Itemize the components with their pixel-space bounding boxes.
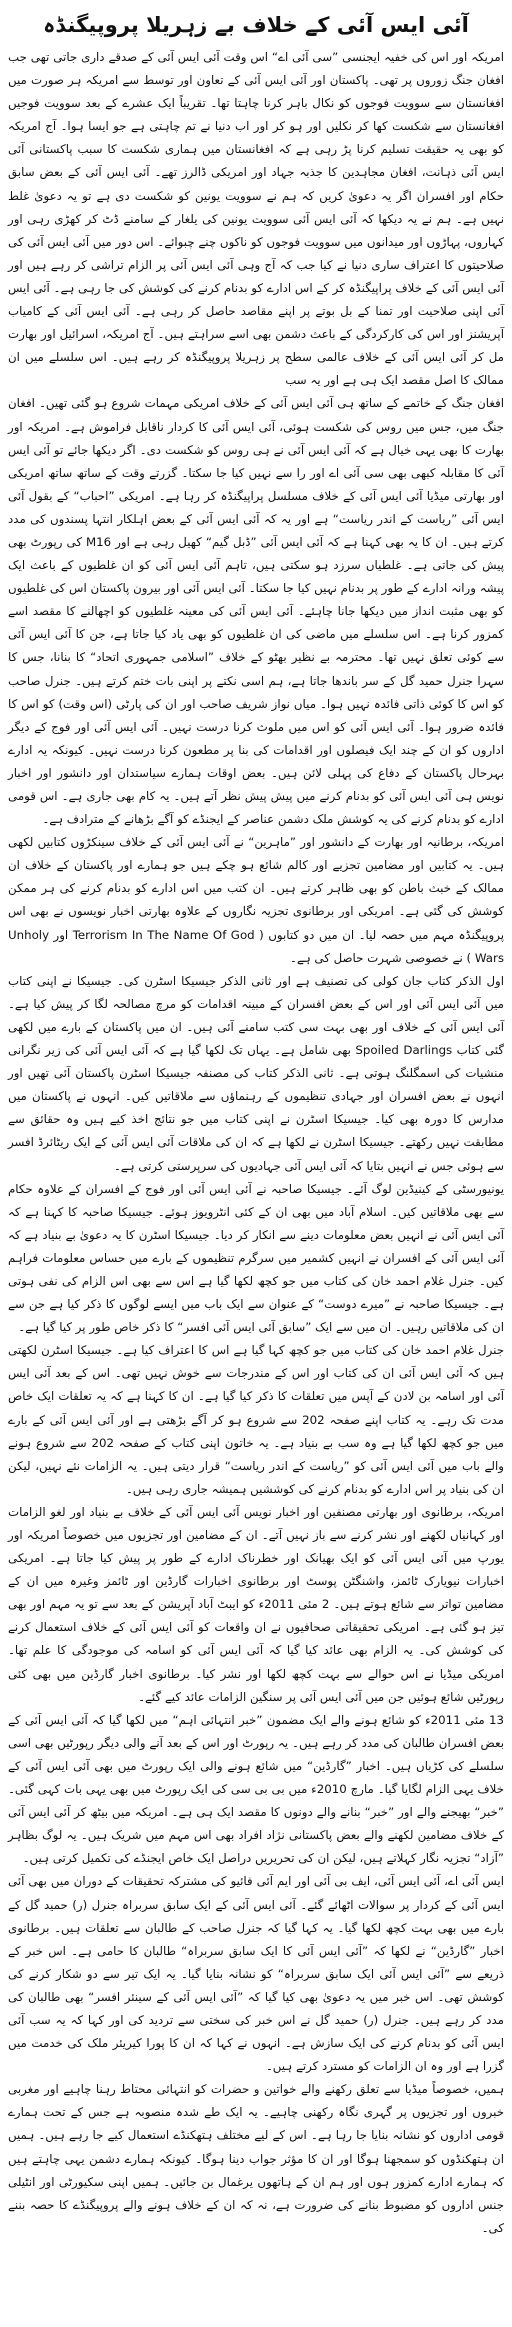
article-paragraph-10: ہمیں، خصوصاً میڈیا سے تعلق رکھنے والے خواتین و حضرات کو انتہائی محتاط رہنا چاہیے اور مغربی خبروں اور تجزیوں پر گہری نگاہ رکھنی چاہیے۔ یہ ایک طے شدہ منصوبہ ہے جس کے تحت ہمارے قومی اداروں کو نشانہ بنایا جا رہا ہے۔ اس کے لیے مختلف ہتھکنڈے استعمال کیے جا رہے ہیں۔ ہمیں ان ہتھکنڈوں کو سمجھنا ہوگا اور ان کا مؤثر جواب دینا ہوگا۔ کیونکہ ہمارے دشمن یہی چاہتے ہیں کہ ہمارے ادارے کمزور ہوں اور ہم ان کے ہاتھوں یرغمال بن جائیں۔ ہمیں اپنی سکیورٹی اور انٹیلی جنس اداروں کو مضبوط بنانے کی ضرورت ہے، نہ کہ ان کے خلاف ہونے والے پروپیگنڈے کا حصہ بننے کی۔ [8,2082,504,2235]
article-paragraph-1: امریکہ اور اس کی خفیہ ایجنسی ”سی آئی اے“ اس وقت آئی ایس آئی کے صدقے داری جاتی تھی جب افغان جنگ زوروں پر تھی۔ پاکستان اور آئی ایس آئی کے تعاون اور توسط سے امریکہ ہر صورت میں افغانستان سے سوویت فوجوں کو نکال باہر کرنا چاہتا تھا۔ تقریباً ایک عشرے کے بعد سوویت فوجیں افغانستان سے شکست کھا کر نکلیں اور ہو کر اور اب دنیا نے تم چاہتی ہے جو ایسا ہوا۔ آج امریکہ کو بھی یہ حقیقت تسلیم کرنا پڑ رہی ہے کہ افغانستان میں ہماری شکست کا سبب پاکستانی آئی ایس آئی ذہانت، افغان مجاہدین کا جذبہ جہاد اور امریکی ڈالرز تھے۔ آئی ایس آئی کے بعض سابق حکام اور افسران اگر یہ دعویٰ کریں کہ ہم نے سوویت یونین کو شکست دی ہے تو یہ دعویٰ غلط نہیں ہے۔ ہم نے یہ دیکھا کہ آئی ایس آئی سوویت یونین کی یلغار کے سامنے ڈٹ کر کھڑی رہی اور کہاروں، پہاڑوں اور میدانوں میں سوویت فوجوں کو ناکوں چنے چبوائے۔ اس دور میں آئی ایس آئی کی صلاحیتوں کا اعتراف ساری دنیا نے کیا جب کہ آج وہی آئی ایس آئی پر الزام تراشی کر رہے ہیں اور آئی ایس آئی کے خلاف پراپیگنڈہ کر کے اس ادارے کو بدنام کرنے کی کوشش کی جا رہی ہے۔ آئی ایس آئی اپنی صلاحیت اور تمنا کے بل بوتے پر اپنے مقاصد حاصل کر رہی ہے۔ آئی ایس آئی کے کامیاب آپریشنز اور اس کی کارکردگی کے باعث دشمن بھی اسے سراہتے ہیں۔ آج امریکہ، اسرائیل اور بھارت مل کر آئی ایس آئی کے خلاف عالمی سطح پر زہریلا پروپیگنڈہ کر رہے ہیں۔ اس سلسلے میں ان ممالک کا اصل مقصد ایک ہی ہے اور یہ سب [8,50,504,388]
article-paragraph-6: جنرل غلام احمد خان کی کتاب میں جو کچھ کہا گیا ہے اس کا اعتراف کیا ہے۔ جیسیکا اسٹرن لکھتی ہیں کہ آئی ایس آئی ان کی کتاب اور اس کے مندرجات سے خوش نہیں تھی۔ اس کے بعد آئی ایس آئی اور اسامہ بن لادن کے آپس میں تعلقات کا ذکر کیا گیا ہے۔ ان کا کہنا ہے کہ یہ تعلقات ایک خاص مدت تک رہے۔ یہ کتاب اپنے صفحہ 202 سے شروع ہو کر آگے بڑھتی ہے اور آئی ایس آئی کے بارے میں جو کچھ لکھا گیا ہے وہ سب بے بنیاد ہے۔ یہ خاتون اپنی کتاب کے صفحہ 202 سے شروع ہونے والے باب میں آئی ایس آئی کو ”ریاست کے اندر ریاست“ قرار دیتی ہیں۔ یہ الزامات نئے نہیں، لیکن ان کی بنیاد پر اس ادارے کو بدنام کرنے کی کوششیں ہمیشہ جاری رہی ہیں۔ [8,1343,504,1496]
article-paragraph-3: امریکہ، برطانیہ اور بھارت کے دانشور اور ”ماہرین“ نے آئی ایس آئی کے خلاف سینکڑوں کتابیں لکھی ہیں۔ یہ کتابیں اور مضامین تجزیے اور کالم شائع ہو چکے ہیں جو ہمارے اور پاکستان کے خلاف ان ممالک کے خبث باطن کو بھی ظاہر کرتے ہیں۔ ان کتب میں اس ادارے کو بدنام کرنے کی ہر ممکن کوشش کی گئی ہے۔ امریکی اور برطانوی تجزیہ نگاروں کے علاوہ بھارتی اخبار نویسوں نے بھی اس پروپیگنڈہ مہم میں حصہ لیا۔ ان میں دو کتابوں ( Terrorism In The Name Of God اور Unholy Wars ) نے خصوصی شہرت حاصل کی ہے۔ [8,835,505,965]
article-paragraph-7: امریکہ، برطانوی اور بھارتی مصنفین اور اخبار نویس آئی ایس آئی کے خلاف بے بنیاد اور لغو الزامات اور کہانیاں لکھنے اور نشر کرنے سے باز نہیں آتے۔ ان کے مضامین اور تجزیوں میں خصوصاً امریکہ اور یورپ میں آئی ایس آئی کو ایک بھیانک اور خطرناک ادارے کے طور پر پیش کیا جاتا ہے۔ امریکی اخبارات نیویارک ٹائمز، واشنگٹن پوسٹ اور برطانوی اخبارات گارڈین اور ٹائمز وغیرہ میں ان کے مضامین تواتر سے شائع ہوتے ہیں۔ 2 مئی 2011ء کو ایبٹ آباد آپریشن کے بعد سے تو یہ مہم اور بھی تیز ہو گئی ہے۔ امریکی تحقیقاتی صحافیوں نے ان واقعات کو آئی ایس آئی کے خلاف استعمال کرنے کی کوشش کی۔ یہ الزام بھی عائد کیا گیا کہ آئی ایس آئی کو اسامہ کی موجودگی کا علم تھا۔ امریکی میڈیا نے اس حوالے سے بہت کچھ لکھا اور نشر کیا۔ برطانوی اخبار گارڈین میں بھی کئی رپورٹیں شائع ہوئیں جن میں آئی ایس آئی پر سنگین الزامات عائد کیے گئے۔ [8,1504,504,1704]
article-paragraph-9: ایس آئی اے، آئی ایس آئی، ایف بی آئی اور ایم آئی فائیو کی مشترکہ تحقیقات کے دوران میں بھی آئی ایس آئی کے کردار پر سوالات اٹھائے گئے۔ آئی ایس آئی کے ایک سابق سربراہ جنرل (ر) حمید گل کے بارے میں بھی بہت کچھ لکھا گیا۔ یہ کہا گیا کہ جنرل صاحب کے طالبان سے تعلقات ہیں۔ برطانوی اخبار ”گارڈین“ نے لکھا کہ ”آئی ایس آئی کا ایک سابق سربراہ“ طالبان کا حامی ہے۔ اس خبر کے ذریعے سے ”آئی ایس آئی ایک سابق سربراہ“ کو نشانہ بنایا گیا۔ یہ ایک تیر سے دو شکار کرنے کی کوشش تھی۔ اس خبر میں یہ دعویٰ بھی کیا گیا کہ ”آئی ایس آئی کے سینئر افسر“ بھی طالبان کی مدد کر رہے ہیں۔ جنرل (ر) حمید گل نے اس خبر کی سختی سے تردید کی اور کہا کہ یہ سب آئی ایس آئی کو بدنام کرنے کی ایک سازش ہے۔ انہوں نے کہا کہ ان کا پورا کیریئر ملک کی خدمت میں گزرا ہے اور وہ ان الزامات کو مسترد کرتے ہیں۔ [8,1874,504,2074]
article-paragraph-5: یونیورسٹی کے کینیڈین لوگ آئے۔ جیسیکا صاحبہ نے آئی ایس آئی اور فوج کے افسران کے علاوہ حکام سے بھی ملاقاتیں کیں۔ اسلام آباد میں بھی ان کے کئی انٹرویوز ہوئے۔ جیسیکا صاحبہ کا کہنا ہے کہ آئی ایس آئی نے انہیں بعض معلومات دینے سے انکار کر دیا۔ جیسیکا اسٹرن کا یہ دعویٰ بے بنیاد ہے کہ آئی ایس آئی کے افسران نے انہیں کشمیر میں سرگرم تنظیموں کے بارے میں حساس معلومات فراہم کیں۔ جنرل غلام احمد خان کی کتاب میں جو کچھ لکھا گیا ہے اس سے بھی اس الزام کی نفی ہوتی ہے۔ جیسیکا صاحبہ نے ”میرے دوست“ کے عنوان سے ایک باب میں ایسے لوگوں کا ذکر کیا ہے جن سے ان کی ملاقاتیں رہیں۔ ان میں سے ایک ”سابق آئی ایس آئی افسر“ کا ذکر خاص طور پر کیا گیا ہے۔ [8,1181,504,1335]
article-body [8,46,504,2240]
article-headline: آئی ایس آئی کے خلاف بے زہریلا پروپیگنڈہ [43,13,469,37]
article-paragraph-8: 13 مئی 2011ء کو شائع ہونے والے ایک مضمون ”خبر انتہائی اہم“ میں لکھا گیا کہ آئی ایس آئی کے بعض افسران طالبان کی مدد کر رہے ہیں۔ یہ رپورٹ اور اس کے بعد آنے والی دیگر رپورٹیں بھی اسی سلسلے کی کڑیاں ہیں۔ اخبار ”گارڈین“ میں شائع ہونے والی ایک رپورٹ میں بھی آئی ایس آئی کے خلاف یہی الزام لگایا گیا۔ مارچ 2010ء میں بی بی سی کی ایک رپورٹ میں بھی یہی بات کہی گئی۔ ”خبر“ بھیجنے والے اور ”خبر“ بنانے والے دونوں کا مقصد ایک ہی ہے۔ امریکہ میں بیٹھ کر آئی ایس آئی کے خلاف مضامین لکھنے والے بعض پاکستانی نژاد افراد بھی اس مہم میں شریک ہیں۔ یہ لوگ بظاہر ”آزاد“ تجزیہ نگار کہلاتے ہیں، لیکن ان کی تحریریں دراصل ایک خاص ایجنڈے کی تکمیل کرتی ہیں۔ [8,1712,505,1866]
article-paragraph-4: اول الذکر کتاب جان کولی کی تصنیف ہے اور ثانی الذکر جیسیکا اسٹرن کی۔ جیسیکا نے اپنی کتاب میں آئی ایس آئی اور اس کے بعض افسران کے مبینہ اقدامات کو مرچ مصالحہ لگا کر پیش کیا ہے۔ آئی ایس آئی کے خلاف اور بھی بہت سی کتب سامنے آئی ہیں۔ ان میں پاکستان کے بارے میں لکھی گئی کتاب Spoiled Darlings بھی شامل ہے۔ یہاں تک لکھا گیا ہے کہ آئی ایس آئی کی زیر نگرانی منشیات کی اسمگلنگ ہوتی ہے۔ ثانی الذکر کتاب کی مصنفہ جیسیکا اسٹرن پاکستان آئی تھیں اور انہوں نے بعض افسران اور جہادی تنظیموں کے رہنماؤں سے ملاقاتیں کیں۔ انہوں نے پاکستان میں مدارس کا دورہ بھی کیا۔ جیسیکا اسٹرن نے اپنی کتاب میں جو نتائج اخذ کیے ہیں وہ حقائق سے مطابقت نہیں رکھتے۔ جیسیکا اسٹرن نے لکھا ہے کہ ان کی ملاقات آئی ایس آئی کے ایک ریٹائرڈ افسر سے ہوئی جس نے انہیں بتایا کہ آئی ایس آئی جہادیوں کی سرپرستی کرتی ہے۔ [8,973,504,1173]
article-paragraph-2: افغان جنگ کے خاتمے کے ساتھ ہی آئی ایس آئی کے خلاف امریکی مہمات شروع ہو گئی تھیں۔ افغان جنگ میں، جس میں روس کی شکست ہوئی، آئی ایس آئی کا کردار ناقابل فراموش ہے۔ امریکہ اور بھارت کا بھی یہی خیال ہے کہ آئی ایس آئی نے ہی روس کو شکست دی۔ اگر دیکھا جائے تو آئی ایس آئی کا مقابلہ کبھی بھی سی آئی اے اور را سے نہیں کیا جا سکتا۔ گزرتے وقت کے ساتھ ساتھ امریکی اور بھارتی میڈیا آئی ایس آئی کے خلاف مسلسل پراپیگنڈہ کر رہا ہے۔ امریکی ”احباب“ کے بقول آئی ایس آئی ”ریاست کے اندر ریاست“ ہے اور یہ کہ آئی ایس آئی کے بعض اہلکار انتہا پسندوں کی مدد کرتے ہیں۔ ان کا یہ بھی کہنا ہے کہ آئی ایس آئی ”ڈبل گیم“ کھیل رہی ہے اور M16 کی رپورٹ بھی پیش کی جاتی ہے۔ غلطیاں سرزد ہو سکتی ہیں، تاہم آئی ایس آئی کو ان غلطیوں کے باعث ایک پیشہ ورانہ ادارے کے طور پر بدنام نہیں کیا جا سکتا۔ آئی ایس آئی اور بیرون پاکستان اس کی غلطیوں کو بھی مثبت انداز میں دیکھا جانا چاہئے۔ آئی ایس آئی کی معینہ غلطیوں کو اچھالنے کا مقصد اسے کمزور کرنا ہے۔ اس سلسلے میں ماضی کی ان غلطیوں کو بھی یاد کیا جاتا ہے، جن کا آئی ایس آئی سے کوئی تعلق نہیں تھا۔ محترمہ بے نظیر بھٹو کے خلاف ”اسلامی جمہوری اتحاد“ کا بنانا، جس کا سہرا جنرل حمید گل کے سر باندھا جاتا ہے، ہم اسی نکتے پر اپنی بات ختم کرتے ہیں۔ جنرل صاحب کو اس کا کوئی ذاتی فائدہ نہیں ہوا۔ میاں نواز شریف صاحب اور ان کی پارٹی (اس وقت) کو اس کا فائدہ ضرور ہوا۔ آئی ایس آئی کو اس میں ملوث کرنا درست نہیں۔ آئی ایس آئی اور فوج کے دیگر اداروں کو ان کے چند ایک فیصلوں اور اقدامات کی بنا پر مطعون کرنا درست نہیں۔ کیونکہ یہ ادارے بہرحال پاکستان کے دفاع کی پہلی لائن ہیں۔ بعض اوقات ہمارے سیاستدان اور دانشور اور اخبار نویس ہی آئی ایس آئی کو بدنام کرنے میں پیش پیش نظر آتے ہیں۔ یہ کام بھی جاری ہے۔ اس قومی ادارے کو بدنام کرنے کی یہ کوشش ملک دشمن عناصر کے ایجنڈے کو آگے بڑھانے کے مترادف ہے۔ [8,396,504,827]
